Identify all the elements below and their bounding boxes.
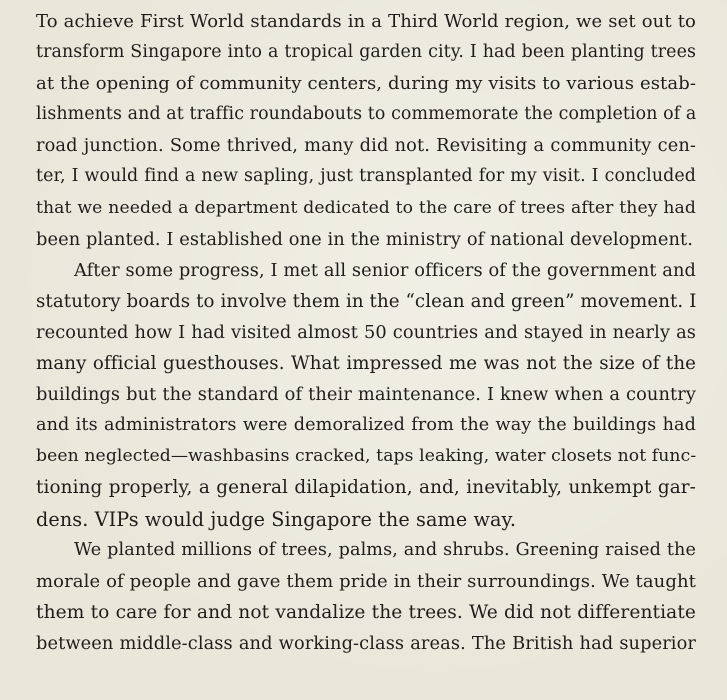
text-line: To achieve First World standards in a Third World region, we set out to <box>36 11 696 32</box>
text-line: been planted. I established one in the ministry of national development. <box>36 228 694 250</box>
text-line: dens. VIPs would judge Singapore the same way. <box>36 507 517 531</box>
text-line: that we needed a department dedicated to the care of trees after they had <box>36 197 696 218</box>
text-line: between middle-class and working-class areas. The British had superior <box>36 632 696 654</box>
paragraph-1 <box>36 6 696 255</box>
text-line: tioning properly, a general dilapidation, and, inevitably, unkempt gar- <box>36 477 696 499</box>
text-line: morale of people and gave them pride in their surroundings. We taught <box>36 570 696 592</box>
text-line: them to care for and not vandalize the trees. We did not differentiate <box>36 601 696 623</box>
text-line: We planted millions of trees, palms, and shrubs. Greening raised the <box>74 539 696 560</box>
text-line: buildings but the standard of their maintenance. I knew when a country <box>36 384 696 406</box>
paragraph-2 <box>36 255 696 535</box>
text-line: road junction. Some thrived, many did not. Revisiting a community cen- <box>36 135 696 157</box>
text-line: and its administrators were demoralized from the way the buildings had <box>36 415 696 436</box>
text-line: been neglected—washbasins cracked, taps leaking, water closets not func- <box>36 446 697 467</box>
body-text <box>36 6 696 659</box>
paragraph-3 <box>36 535 696 659</box>
text-line: recounted how I had visited almost 50 countries and stayed in nearly as <box>36 321 696 343</box>
text-line: After some progress, I met all senior officers of the government and <box>74 259 696 281</box>
text-line: many official guesthouses. What impressed me was not the size of the <box>36 353 696 375</box>
text-line: transform Singapore into a tropical garden city. I had been planting trees <box>36 42 696 63</box>
text-line: lishments and at traffic roundabouts to commemorate the completion of a <box>36 104 697 125</box>
text-line: ter, I would find a new sapling, just transplanted for my visit. I concluded <box>36 166 696 187</box>
text-line: statutory boards to involve them in the “clean and green” movement. I <box>36 290 697 312</box>
text-line: at the opening of community centers, during my visits to various estab- <box>36 73 696 95</box>
